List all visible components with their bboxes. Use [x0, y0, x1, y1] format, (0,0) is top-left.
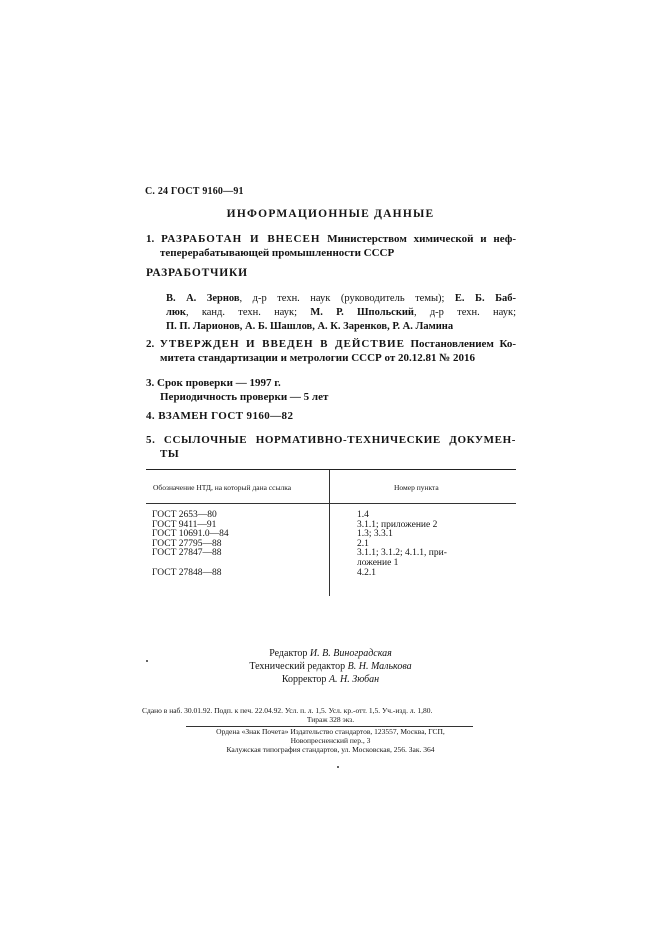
page-title: ИНФОРМАЦИОННЫЕ ДАННЫЕ	[226, 208, 435, 220]
section-1	[146, 232, 516, 260]
table-header-col2: Номер пункта	[394, 483, 439, 492]
section-1-caps: РАЗРАБОТАН И ВНЕСЕН	[161, 233, 321, 245]
section-5-line1: 5. ССЫЛОЧНЫЕ НОРМАТИВНО-ТЕХНИЧЕСКИЕ ДОКУМЕН-	[146, 434, 516, 446]
publisher-line2: Новопресненский пер., 3	[290, 736, 371, 745]
editor-line	[0, 648, 661, 659]
section-2	[146, 337, 516, 365]
editor-name: И. В. Виноградская	[309, 648, 392, 659]
section-2-line2: митета стандартизации и метрологии СССР от 20.12.81 № 2016	[160, 352, 476, 364]
table-column-documents	[152, 511, 229, 578]
editor-label: Редактор	[269, 648, 308, 659]
tech-editor-name: В. Н. Малькова	[347, 661, 412, 672]
section-3-line1: 3. Срок проверки — 1997 г.	[146, 377, 281, 389]
corrector-label: Корректор	[281, 674, 327, 685]
table-cell-clause: 1.4	[357, 510, 369, 520]
tech-editor-label: Технический редактор	[249, 661, 346, 672]
developer-role: , д-р техн. наук (руководитель темы);	[239, 293, 455, 304]
decorative-dot	[146, 660, 148, 662]
table-cell-clause: 3.1.1; приложение 2	[357, 519, 438, 530]
section-2-text: Постановлением Ко-	[410, 338, 517, 350]
section-1-text: Министерством химической и неф-	[327, 233, 517, 245]
section-5	[146, 433, 516, 461]
section-3-line2: Периодичность проверки — 5 лет	[160, 391, 329, 403]
section-1-line2: теперерабатывающей промышленности СССР	[160, 247, 395, 259]
table-header-rule	[146, 503, 516, 504]
table-cell-document: ГОСТ 2653—80	[152, 510, 217, 520]
corrector-name: А. Н. Зюбан	[328, 674, 380, 685]
table-cell-document: ГОСТ 9411—91	[152, 519, 217, 530]
table-cell-document: ГОСТ 27848—88	[152, 567, 222, 578]
section-1-number: 1.	[146, 233, 155, 245]
section-2-caps: УТВЕРЖДЕН И ВВЕДЕН В ДЕЙСТВИЕ	[159, 338, 405, 350]
table-cell-clause: 1.3; 3.3.1	[357, 529, 393, 540]
table-column-clauses	[357, 511, 447, 578]
page-header: С. 24 ГОСТ 9160—91	[145, 186, 244, 197]
developers-heading: РАЗРАБОТЧИКИ	[146, 267, 248, 279]
developer-names: П. П. Ларионов, А. Б. Шашлов, А. К. Заренков, Р. А. Ламина	[166, 321, 454, 332]
table-cell-document: ГОСТ 27847—88	[152, 548, 222, 559]
publisher-line3: Калужская типография стандартов, ул. Московская, 256. Зак. 364	[226, 745, 435, 754]
section-5-line2: ТЫ	[160, 448, 180, 460]
decorative-dot	[337, 766, 339, 768]
developer-name: В. А. Зернов	[166, 293, 240, 304]
table-cell-document: ГОСТ 27795—88	[152, 538, 222, 549]
developers-list	[166, 292, 516, 334]
table-cell-clause: 4.2.1	[357, 567, 376, 578]
section-4: 4. ВЗАМЕН ГОСТ 9160—82	[146, 410, 294, 422]
developer-role: , канд. техн. наук;	[185, 307, 311, 318]
table-cell-document: ГОСТ 10691.0—84	[152, 529, 229, 540]
section-2-number: 2.	[146, 338, 155, 350]
corrector-line	[0, 674, 661, 685]
table-column-divider	[329, 470, 330, 596]
imprint-line1: Сдано в наб. 30.01.92. Подп. к печ. 22.04.92. Усл. п. л. 1,5. Усл. кр.-отт. 1,5. Уч.-изд. л. 1,80.	[142, 706, 433, 715]
developer-name: М. Р. Шпольский	[310, 307, 414, 318]
table-top-rule	[146, 469, 516, 470]
table-cell-clause: 2.1	[357, 538, 369, 549]
developer-name: люк	[166, 307, 186, 318]
tech-editor-line	[0, 661, 661, 672]
table-header-col1: Обозначение НТД, на который дана ссылка	[153, 483, 292, 492]
publisher-line1: Ордена «Знак Почета» Издательство стандартов, 123557, Москва, ГСП,	[216, 727, 445, 736]
table-cell-clause: 3.1.1; 3.1.2; 4.1.1, при-	[357, 548, 447, 559]
developer-name: Е. Б. Баб-	[454, 293, 517, 304]
table-cell-clause: ложение 1	[357, 557, 399, 568]
developer-role: , д-р техн. наук;	[413, 307, 516, 318]
section-3	[146, 376, 328, 404]
imprint-line2: Тираж 328 экз.	[306, 715, 355, 724]
